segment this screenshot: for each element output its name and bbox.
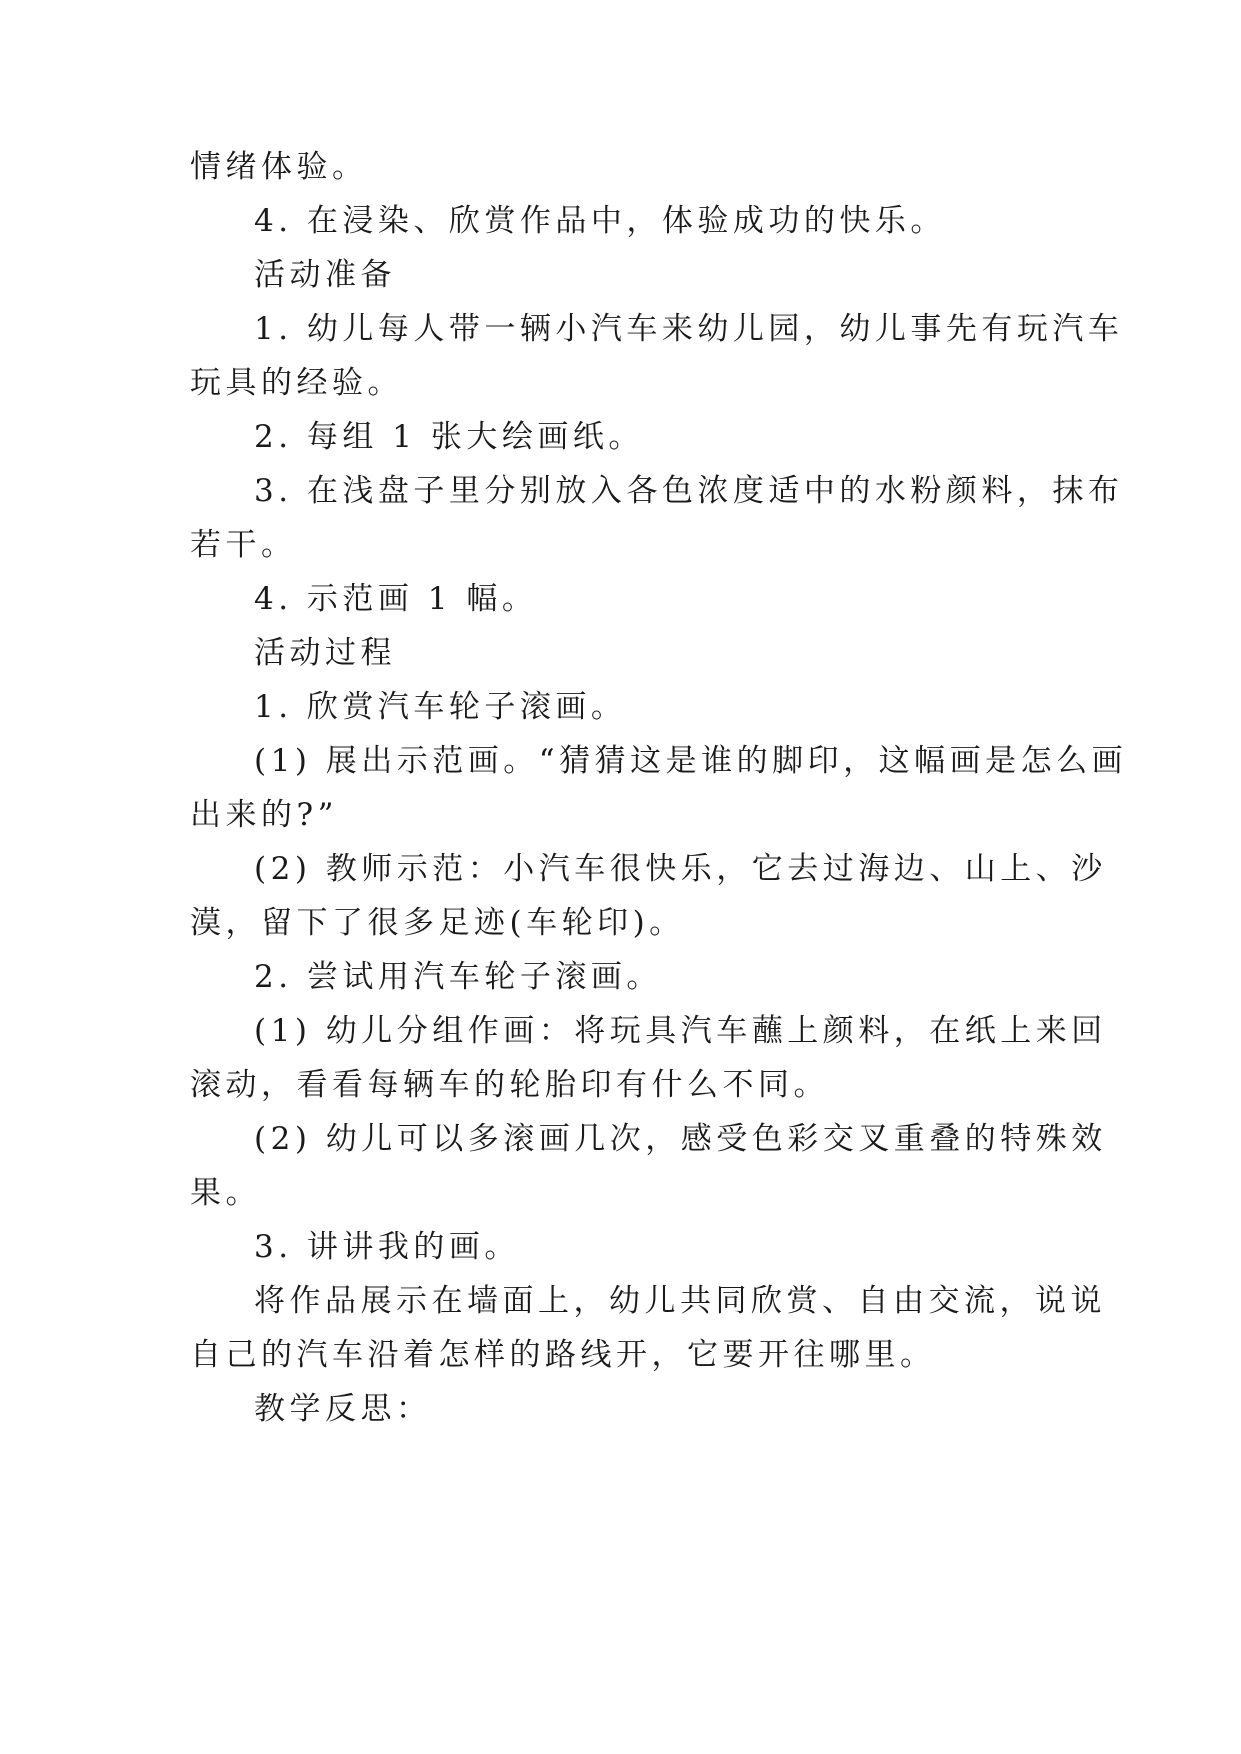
text-line: 果。 [190, 1175, 261, 1211]
text-line: (2) 教师示范：小汽车很快乐，它去过海边、山上、沙 [254, 851, 1107, 887]
text-line: 自己的汽车沿着怎样的路线开，它要开往哪里。 [190, 1337, 936, 1373]
text-line: 情绪体验。 [190, 149, 368, 185]
text-line: 玩具的经验。 [190, 365, 403, 401]
section-heading: 教学反思： [254, 1391, 432, 1427]
text-line: 4. 在浸染、欣赏作品中，体验成功的快乐。 [254, 203, 946, 239]
text-line: 4. 示范画 1 幅。 [254, 581, 538, 617]
text-line: 2. 每组 1 张大绘画纸。 [254, 419, 644, 455]
text-line: (2) 幼儿可以多滚画几次，感受色彩交叉重叠的特殊效 [254, 1121, 1107, 1157]
text-line: 若干。 [190, 527, 297, 563]
text-line: 出来的?” [190, 797, 338, 833]
section-heading: 活动过程 [254, 635, 396, 671]
text-line: 将作品展示在墙面上，幼儿共同欣赏、自由交流，说说 [254, 1283, 1106, 1319]
text-line: 2. 尝试用汽车轮子滚画。 [254, 959, 662, 995]
section-heading: 活动准备 [254, 257, 396, 293]
text-line: (1) 展出示范画。“猜猜这是谁的脚印，这幅画是怎么画 [254, 743, 1128, 779]
text-line: 1. 欣赏汽车轮子滚画。 [254, 689, 627, 725]
text-line: 漠，留下了很多足迹(车轮印)。 [190, 905, 685, 941]
text-line: 3. 在浅盘子里分别放入各色浓度适中的水粉颜料，抹布 [254, 473, 1124, 509]
text-line: 1. 幼儿每人带一辆小汽车来幼儿园，幼儿事先有玩汽车 [254, 311, 1124, 347]
text-line: 3. 讲讲我的画。 [254, 1229, 520, 1265]
text-line: (1) 幼儿分组作画：将玩具汽车蘸上颜料，在纸上来回 [254, 1013, 1107, 1049]
text-line: 滚动，看看每辆车的轮胎印有什么不同。 [190, 1067, 829, 1103]
